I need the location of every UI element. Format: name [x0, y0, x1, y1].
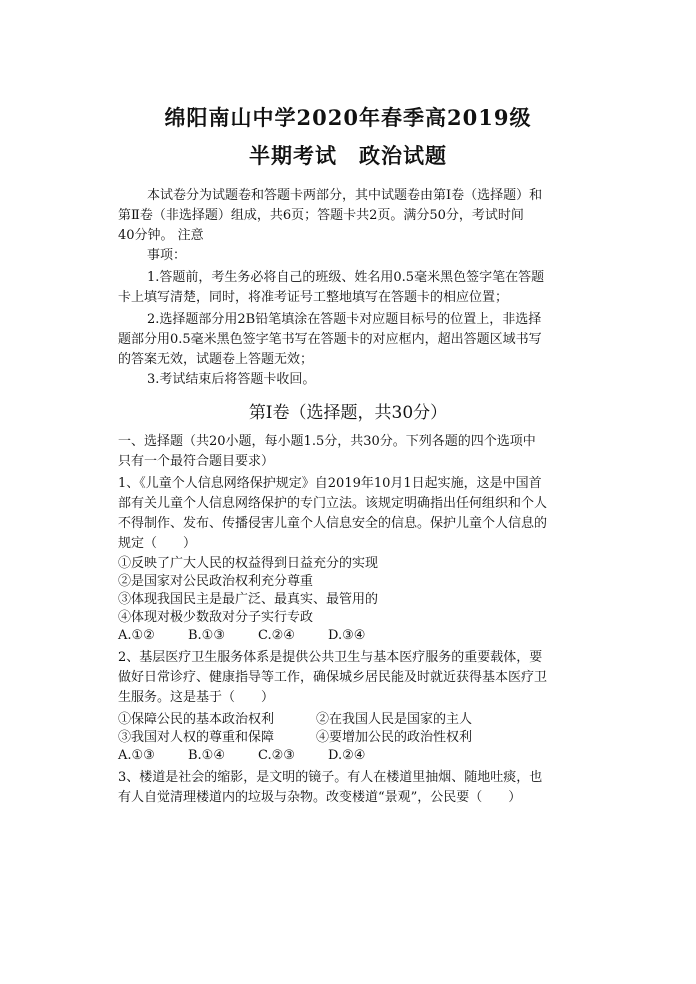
question-2-stem: 2、基层医疗卫生服务体系是提供公共卫生与基本医疗服务的重要载体，要: [118, 650, 543, 665]
rule-3: 3.考试结束后将答题卡收回。: [147, 372, 316, 387]
choice-a: A.①②: [118, 628, 155, 643]
question-2-option: ②在我国人民是国家的主人: [316, 712, 473, 727]
notice-text: 40分钟。 注意: [118, 228, 204, 243]
question-2-option: ③我国对人权的尊重和保障: [118, 730, 275, 745]
section-title: 第Ⅰ卷（选择题，共30分）: [248, 403, 448, 423]
part-intro: 只有一个最符合题目要求）: [118, 454, 275, 469]
rule-2: 2.选择题部分用2B铅笔填涂在答题卡对应题目标号的位置上，非选择: [147, 312, 542, 327]
rule-2: 的答案无效，试题卷上答题无效；: [118, 352, 314, 367]
exam-title-line2: 半期考试 政治试题: [249, 143, 447, 168]
choice-b: B.①④: [188, 748, 225, 763]
notice-text: 本试卷分为试题卷和答题卡两部分，其中试题卷由第Ⅰ卷（选择题）和: [147, 188, 543, 203]
question-1-stem: 规定（ ）: [118, 536, 197, 551]
question-2-option: ①保障公民的基本政治权利: [118, 712, 275, 727]
choice-d: D.②④: [328, 748, 366, 763]
choice-c: C.②③: [258, 748, 295, 763]
question-2-option: ④要增加公民的政治性权利: [316, 730, 473, 745]
exam-title-line1: 绵阳南山中学2020年春季高2019级: [164, 105, 532, 130]
question-2-stem: 做好日常诊疗、健康指导等工作，确保城乡居民能及时就近获得基本医疗卫: [118, 670, 548, 685]
choice-c: C.②④: [258, 628, 295, 643]
question-1-stem: 部有关儿童个人信息网络保护的专门立法。该规定明确指出任何组织和个人: [118, 496, 548, 511]
question-3-stem: 有人自觉清理楼道内的垃圾与杂物。改变楼道“景观”，公民要（ ）: [118, 790, 522, 805]
question-1-stem: 不得制作、发布、传播侵害儿童个人信息安全的信息。保护儿童个人信息的: [118, 516, 548, 531]
question-2-choices: [118, 746, 398, 765]
part-intro: 一、选择题（共20小题，每小题1.5分，共30分。下列各题的四个选项中: [118, 434, 536, 449]
choice-b: B.①③: [188, 628, 225, 643]
choice-d: D.③④: [328, 628, 366, 643]
question-2-stem: 生服务。这是基于（ ）: [118, 690, 275, 705]
question-3-stem: 3、楼道是社会的缩影，是文明的镜子。有人在楼道里抽烟、随地吐痰，也: [118, 770, 543, 785]
question-1-option: ①反映了广大人民的权益得到日益充分的实现: [118, 556, 379, 571]
question-1-option: ④体现对极少数敌对分子实行专政: [118, 610, 314, 625]
question-1-choices: [118, 626, 398, 645]
question-1-stem: 1、《儿童个人信息网络保护规定》自2019年10月1日起实施，这是中国首: [118, 476, 542, 491]
notice-text: 第Ⅱ卷（非选择题）组成，共6页；答题卡共2页。满分50分，考试时间: [118, 208, 524, 223]
notice-text: 事项：: [147, 248, 187, 263]
rule-2: 题部分用0.5毫米黑色签字笔书写在答题卡的对应框内，超出答题区域书写: [118, 332, 542, 347]
choice-a: A.①③: [118, 748, 155, 763]
rule-1: 卡上填写清楚，同时，将准考证号工整地填写在答题卡的相应位置；: [118, 290, 509, 305]
question-1-option: ③体现我国民主是最广泛、最真实、最管用的: [118, 592, 379, 607]
question-1-option: ②是国家对公民政治权利充分尊重: [118, 574, 314, 589]
rule-1: 1.答题前，考生务必将自己的班级、姓名用0.5毫米黑色签字笔在答题: [147, 270, 545, 285]
